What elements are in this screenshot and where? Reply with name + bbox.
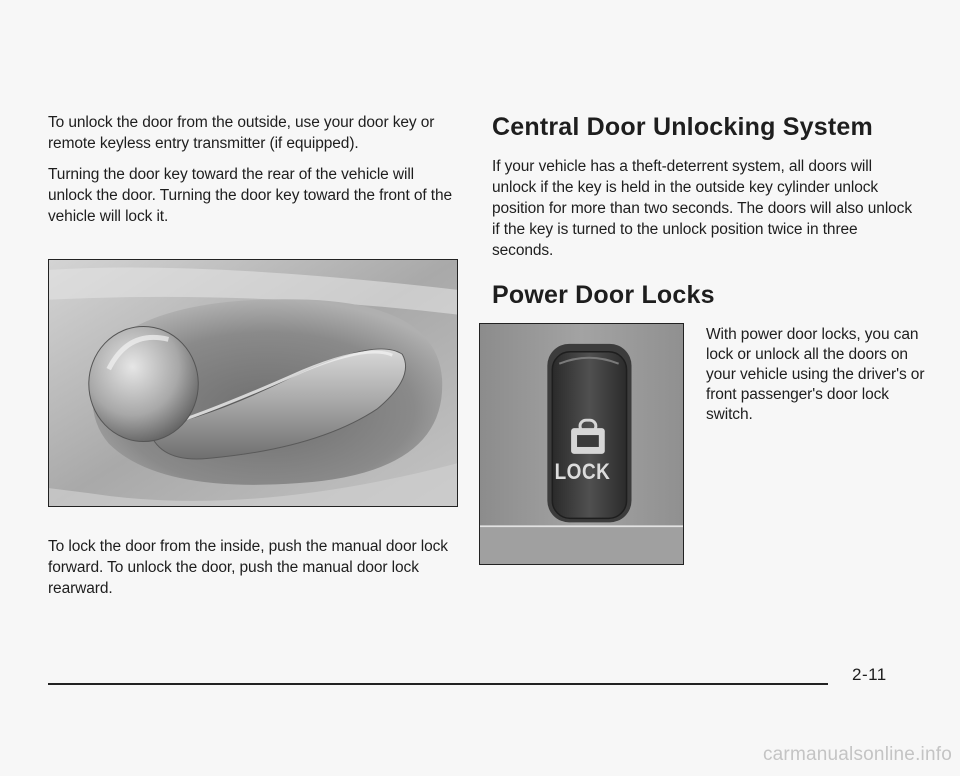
central-unlocking-section (492, 112, 912, 271)
door-handle-illustration (49, 260, 457, 506)
watermark: carmanualsonline.info (762, 744, 952, 765)
central-unlocking-paragraph: If your vehicle has a theft-deterrent system, all doors will unlock if the key is held in the outside key cylinder unlock position for more than two seconds. The doors will also unlock if the key is turned to the unlock position twice in three seconds. (492, 158, 912, 259)
power-door-locks-text (706, 325, 926, 435)
key-direction-paragraph: Turning the door key toward the rear of the vehicle will unlock the door. Turning the door key toward the front of the vehicle will lock it. (48, 166, 453, 225)
manual-lock-paragraph: To lock the door from the inside, push the manual door lock forward. To unlock the door, push the manual door lock rearward. (48, 538, 448, 597)
central-unlocking-heading: Central Door Unlocking System (492, 113, 873, 141)
footer-rule (48, 683, 828, 685)
lock-switch-label: LOCK (554, 460, 611, 485)
page-number: 2-11 (852, 665, 887, 684)
door-handle-image (48, 259, 458, 507)
left-column (48, 112, 458, 237)
power-door-locks-section (492, 280, 912, 324)
lock-switch-image (479, 323, 684, 565)
power-door-locks-paragraph: With power door locks, you can lock or unlock all the doors on your vehicle using the driver's or front passenger's door lock switch. (706, 326, 925, 423)
manual-lock-text (48, 536, 458, 609)
power-door-locks-heading: Power Door Locks (492, 281, 715, 309)
lock-switch-illustration (480, 324, 683, 564)
outside-unlock-paragraph: To unlock the door from the outside, use your door key or remote keyless entry transmitter (if equipped). (48, 114, 435, 152)
